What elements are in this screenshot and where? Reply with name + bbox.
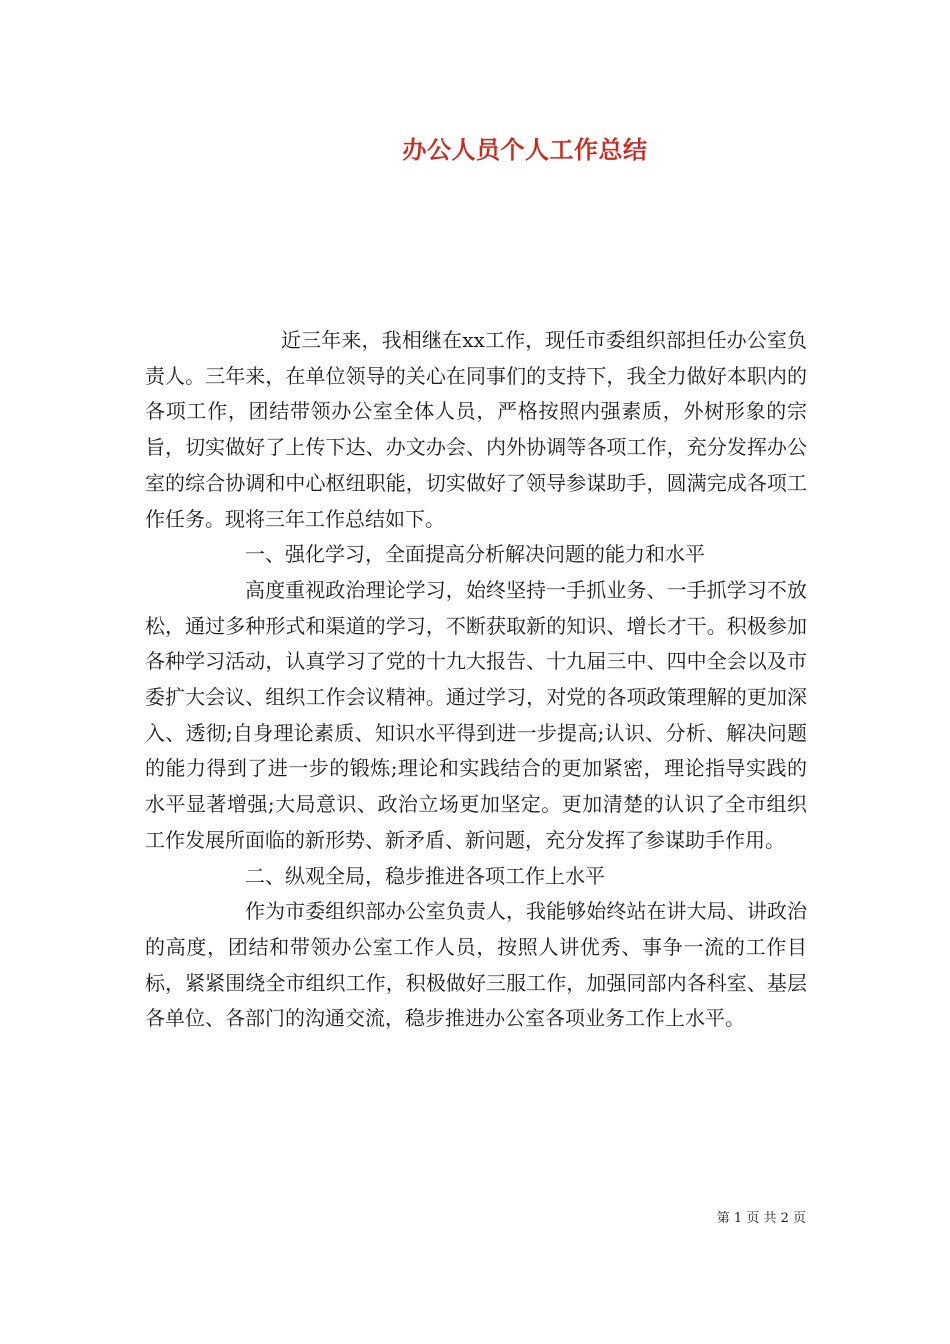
section-paragraph-2: 作为市委组织部办公室负责人，我能够始终站在讲大局、讲政治的高度，团结和带领办公室工作人员，按照人讲优秀、事争一流的工作目标，紧紧围绕全市组织工作，积极做好三服工作，加强同部内各科室、基层各单位、各部门的沟通交流，稳步推进办公室各项业务工作上水平。 (145, 899, 807, 1031)
section-heading-2: 二、纵观全局，稳步推进各项工作上水平 (245, 863, 605, 888)
section-heading-1: 一、强化学习，全面提高分析解决问题的能力和水平 (245, 542, 705, 567)
document-body (145, 323, 807, 1037)
document-title: 办公人员个人工作总结 (402, 135, 648, 164)
intro-paragraph: 近三年来，我相继在xx工作，现任市委组织部担任办公室负责人。三年来，在单位领导的关心在同事们的支持下，我全力做好本职内的各项工作，团结带领办公室全体人员，严格按照内强素质，外树形象的宗旨，切实做好了上传下达、办文办会、内外协调等各项工作，充分发挥办公室的综合协调和中心枢纽职能，切实做好了领导参谋助手，圆满完成各项工作任务。现将三年工作总结如下。 (145, 328, 807, 531)
section-paragraph-1: 高度重视政治理论学习，始终坚持一手抓业务、一手抓学习不放松，通过多种形式和渠道的学习，不断获取新的知识、增长才干。积极参加各种学习活动，认真学习了党的十九大报告、十九届三中、四中全会以及市委扩大会议、组织工作会议精神。通过学习，对党的各项政策理解的更加深入、透彻;自身理论素质、知识水平得到进一步提高;认识、分析、解决问题的能力得到了进一步的锻炼;理论和实践结合的更加紧密，理论指导实践的水平显著增强;大局意识、政治立场更加坚定。更加清楚的认识了全市组织工作发展所面临的新形势、新矛盾、新问题，充分发挥了参谋助手作用。 (145, 577, 807, 852)
page-number: 第 1 页 共 2 页 (716, 1211, 806, 1226)
